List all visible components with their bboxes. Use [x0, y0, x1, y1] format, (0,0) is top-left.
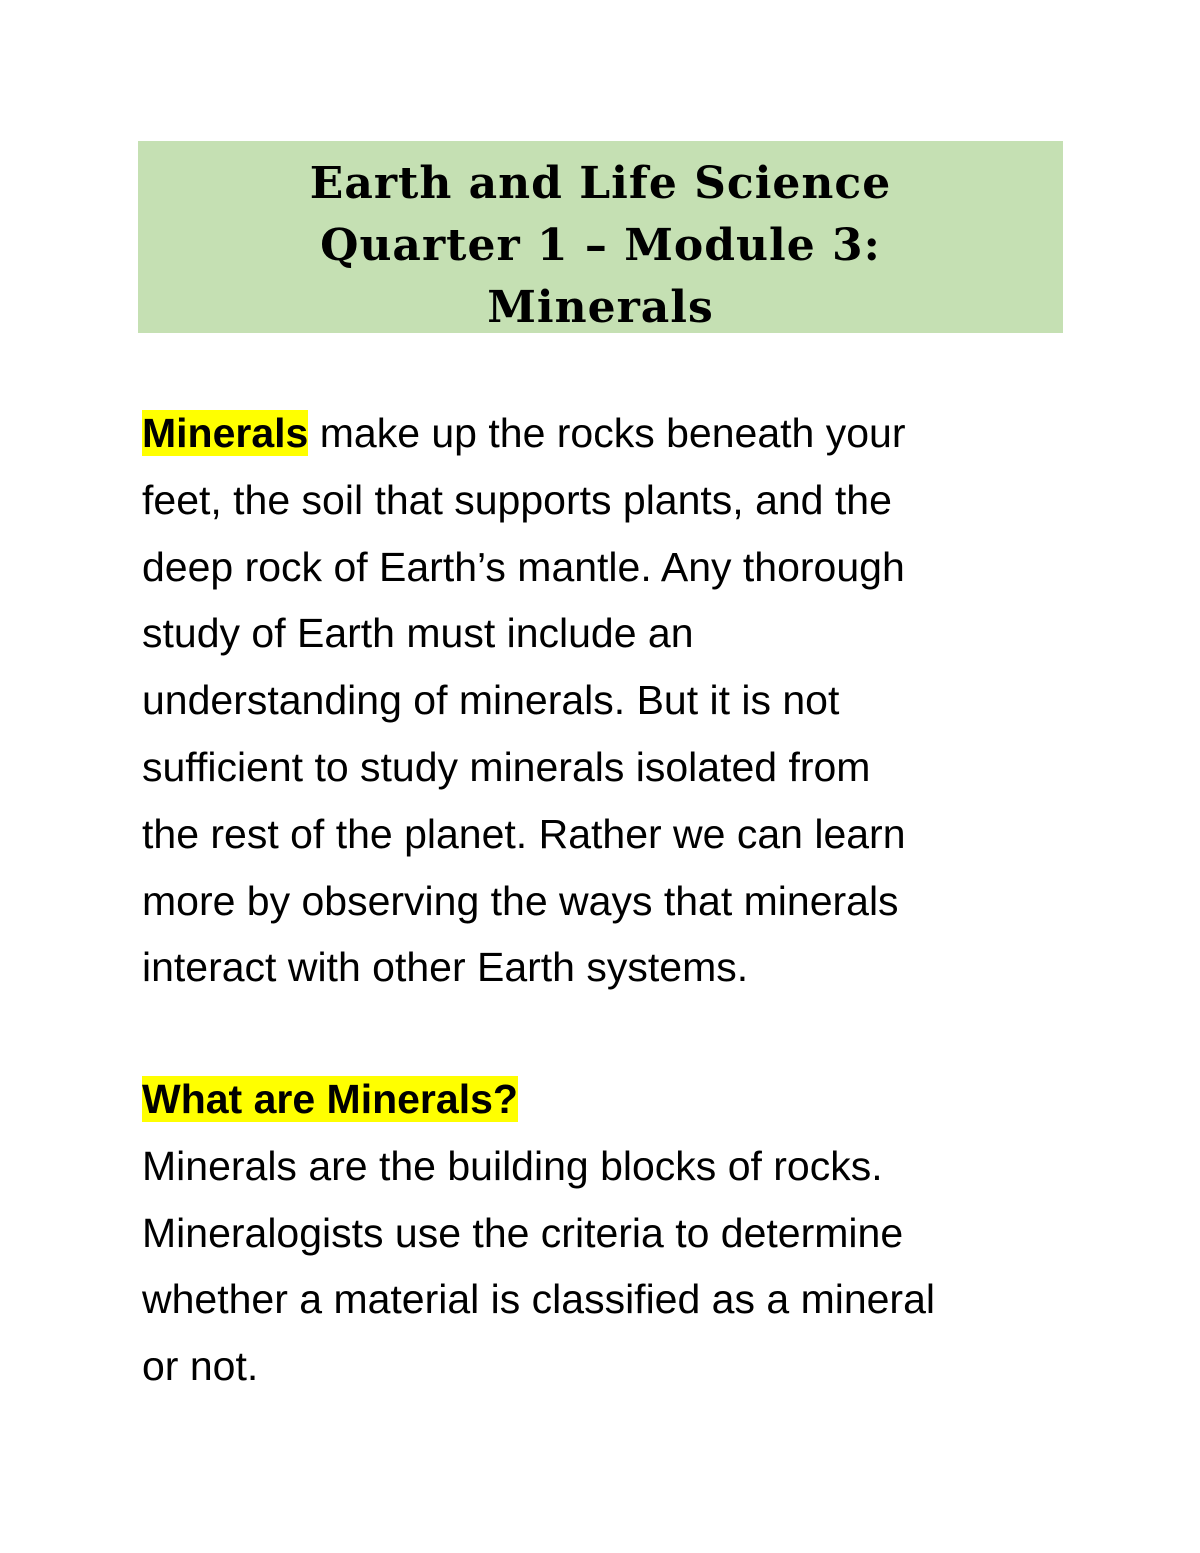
- intro-line: deep rock of Earth’s mantle. Any thorough: [142, 543, 905, 590]
- section-heading: [142, 1066, 1082, 1133]
- intro-line: [142, 400, 1062, 467]
- section-line: Minerals are the building blocks of rocks.: [142, 1142, 883, 1189]
- section-what-are-minerals: [142, 1066, 1082, 1400]
- intro-line: the rest of the planet. Rather we can learn: [142, 810, 906, 857]
- intro-line-text: make up the rocks beneath your: [308, 410, 906, 456]
- intro-line: understanding of minerals. But it is not: [142, 677, 840, 724]
- section-heading-text: What are Minerals?: [142, 1076, 518, 1122]
- intro-line: interact with other Earth systems.: [142, 944, 749, 991]
- section-line: whether a material is classified as a mineral: [142, 1276, 935, 1323]
- section-line: or not.: [142, 1343, 259, 1390]
- intro-line: study of Earth must include an: [142, 610, 694, 657]
- title-box: [138, 141, 1063, 333]
- intro-line: more by observing the ways that minerals: [142, 877, 899, 924]
- title-module: Quarter 1 – Module 3:: [320, 220, 881, 271]
- highlighted-term: Minerals: [142, 410, 309, 456]
- title-subject: Earth and Life Science: [309, 158, 892, 209]
- title-topic: Minerals: [487, 282, 714, 333]
- section-line: Mineralogists use the criteria to determine: [142, 1209, 904, 1256]
- intro-paragraph: [142, 400, 1062, 1001]
- intro-line: sufficient to study minerals isolated from: [142, 743, 871, 790]
- intro-line: feet, the soil that supports plants, and the: [142, 476, 892, 523]
